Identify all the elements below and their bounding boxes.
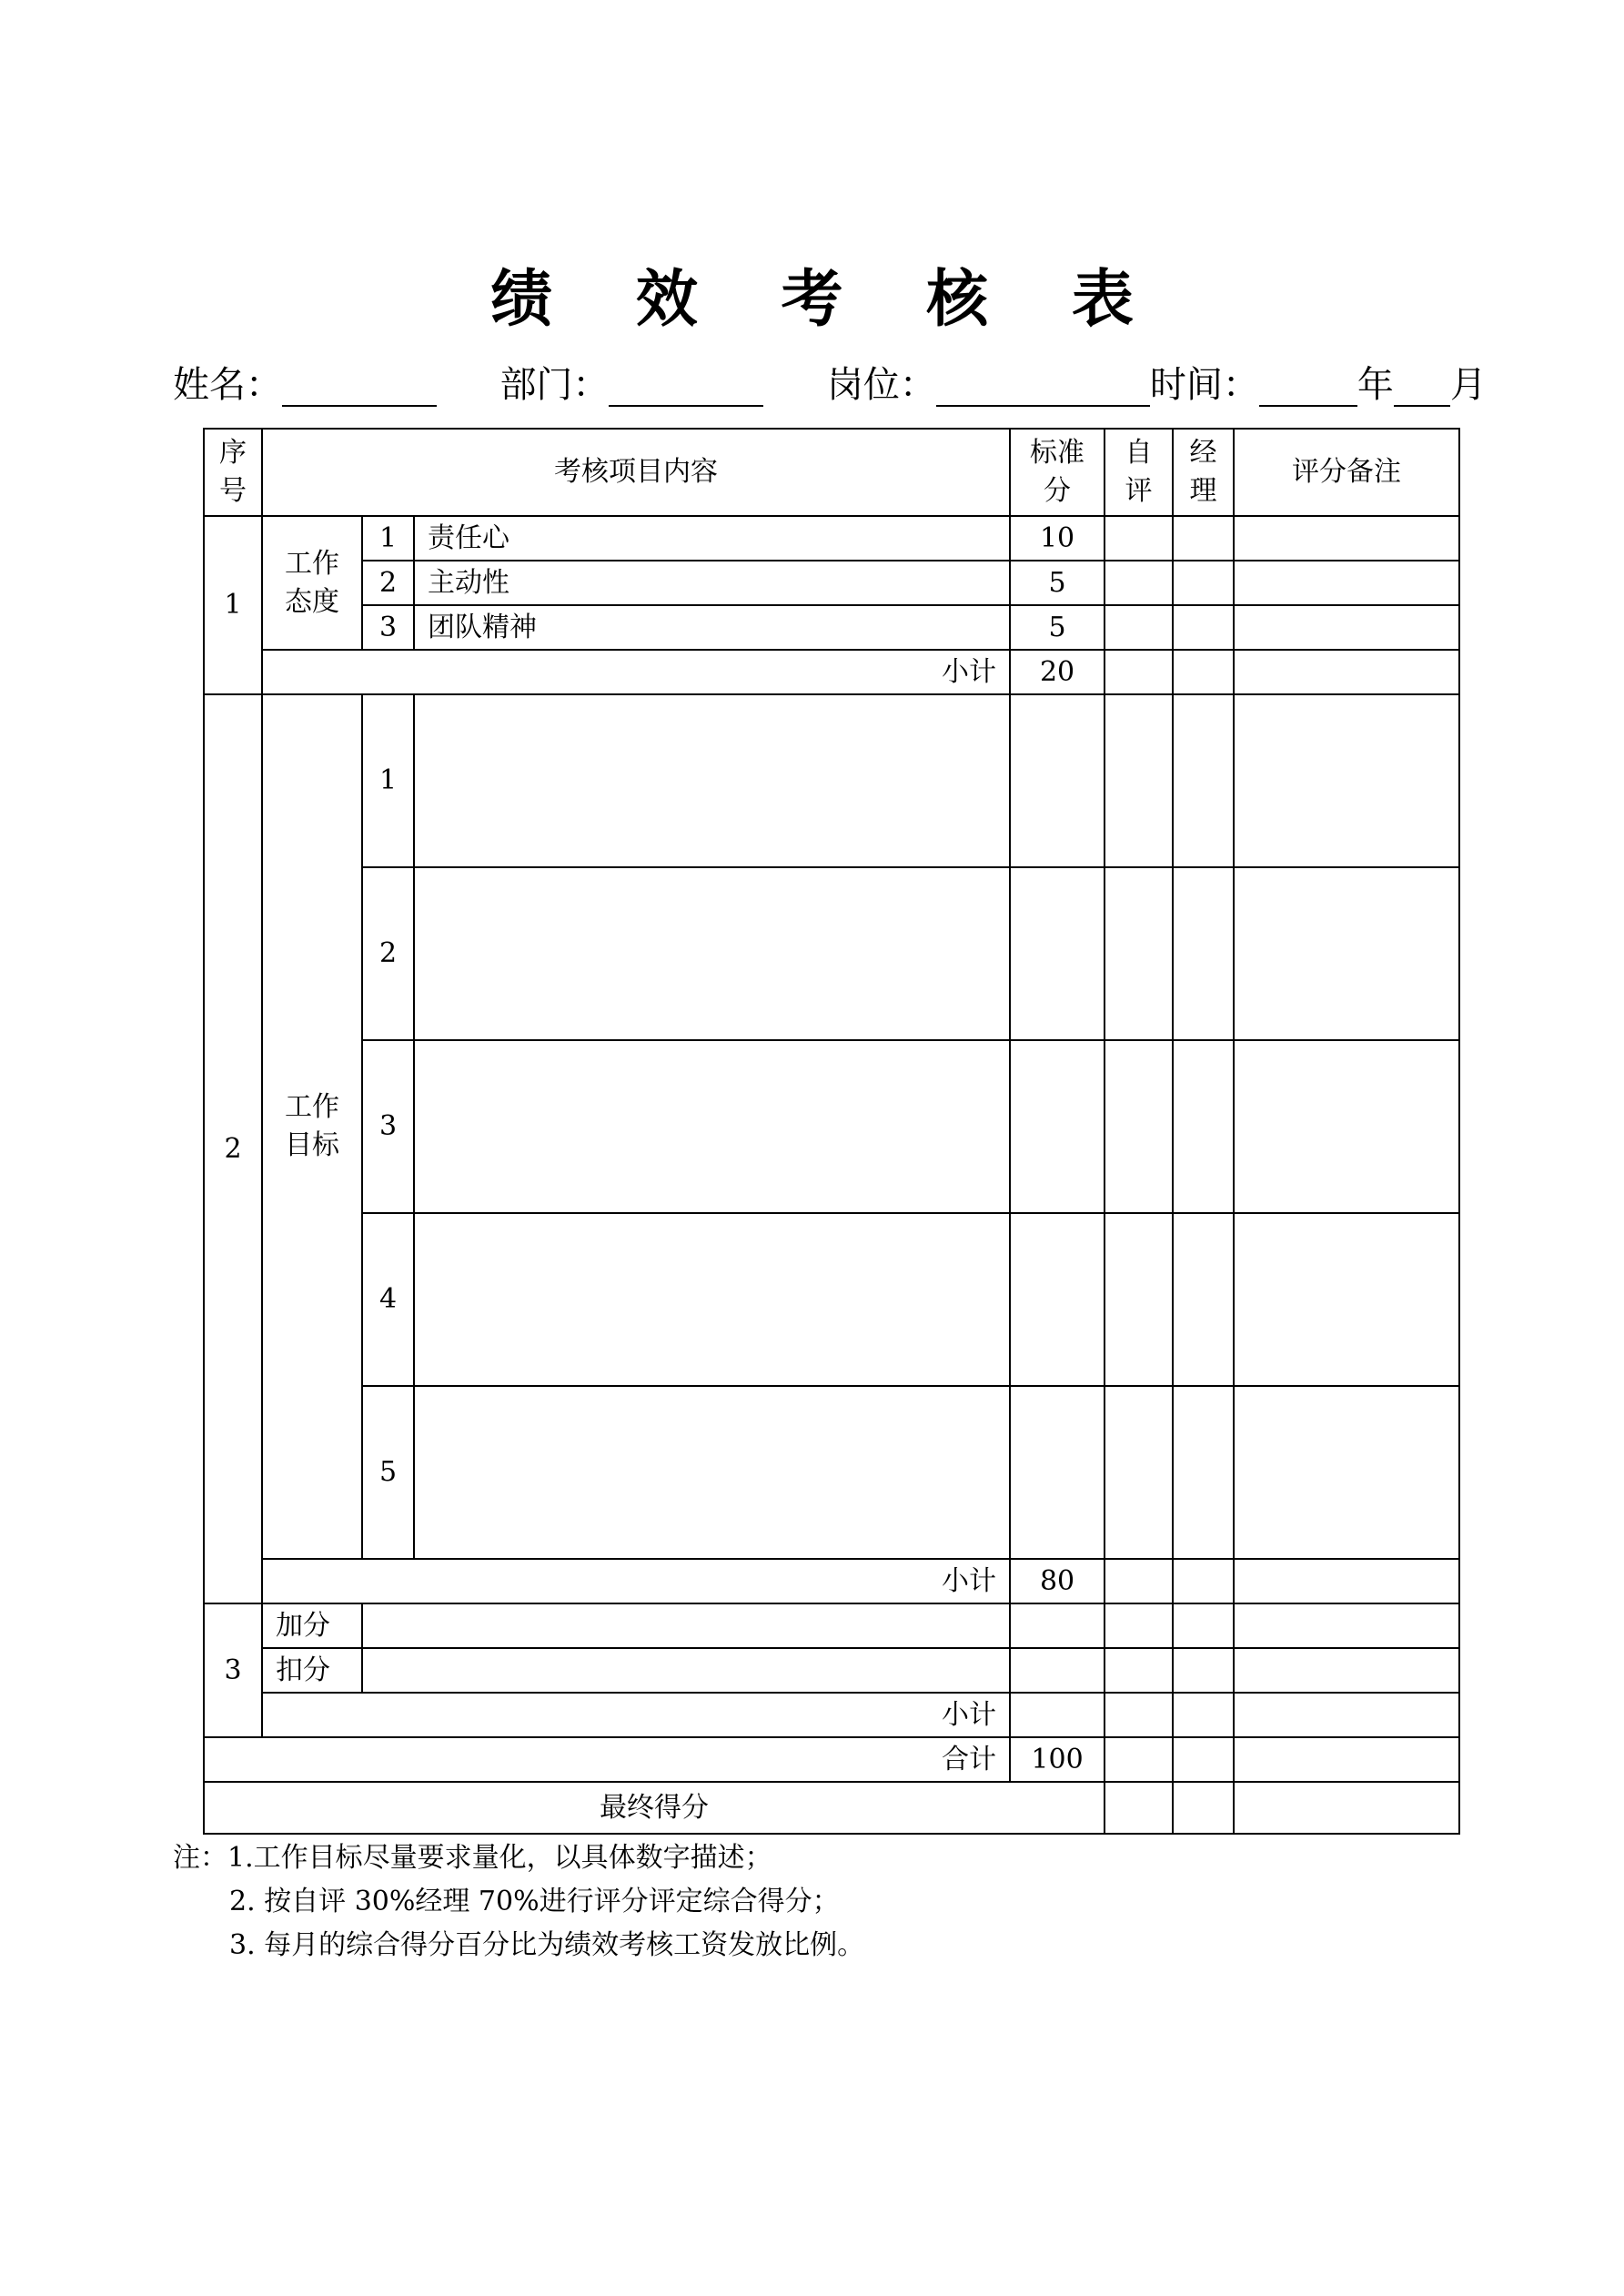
table-row	[204, 561, 1459, 605]
remarks-cell[interactable]	[1234, 1603, 1459, 1648]
item-num: 5	[362, 1386, 414, 1559]
subtotal-score-cell[interactable]	[1010, 1693, 1105, 1737]
standard-score-cell[interactable]	[1010, 1603, 1105, 1648]
position-field[interactable]	[936, 361, 1150, 407]
remarks-cell[interactable]	[1234, 650, 1459, 694]
item-num: 4	[362, 1213, 414, 1386]
self-score-cell[interactable]	[1105, 1648, 1173, 1693]
section3-seq: 3	[204, 1603, 262, 1737]
note-line: 2. 按自评 30%经理 70%进行评分评定综合得分；	[229, 1886, 840, 1917]
subtotal-score: 20	[1010, 650, 1105, 694]
remarks-cell[interactable]	[1234, 867, 1459, 1040]
final-label: 最终得分	[204, 1782, 1105, 1834]
subtotal-row	[204, 1559, 1459, 1603]
remarks-cell[interactable]	[1234, 1213, 1459, 1386]
position-label: 岗位：	[826, 364, 936, 406]
header-manager: 经 理	[1173, 429, 1234, 516]
self-score-cell[interactable]	[1105, 1603, 1173, 1648]
standard-score-cell[interactable]	[1010, 1213, 1105, 1386]
header-remarks: 评分备注	[1234, 429, 1459, 516]
header-content: 考核项目内容	[262, 429, 1010, 516]
note-line: 注：1.工作目标尽量要求量化，以具体数字描述；	[173, 1842, 772, 1874]
table-row	[204, 867, 1459, 1040]
self-score-cell[interactable]	[1105, 1559, 1173, 1603]
item-text: 主动性	[414, 561, 1010, 605]
year-field[interactable]	[1259, 361, 1357, 407]
total-row	[204, 1737, 1459, 1782]
item-num: 3	[362, 605, 414, 650]
subtotal-score: 80	[1010, 1559, 1105, 1603]
remarks-cell[interactable]	[1234, 1648, 1459, 1693]
time-label: 时间：	[1149, 364, 1259, 406]
dept-field[interactable]	[609, 361, 763, 407]
self-score-cell[interactable]	[1105, 1737, 1173, 1782]
remarks-cell[interactable]	[1234, 694, 1459, 867]
item-score: 10	[1010, 516, 1105, 561]
item-score: 5	[1010, 561, 1105, 605]
self-score-cell[interactable]	[1105, 650, 1173, 694]
goal-content-cell[interactable]	[414, 867, 1010, 1040]
manager-score-cell[interactable]	[1173, 516, 1234, 561]
item-score: 5	[1010, 605, 1105, 650]
section1-seq: 1	[204, 516, 262, 694]
standard-score-cell[interactable]	[1010, 1040, 1105, 1213]
manager-score-cell[interactable]	[1173, 1386, 1234, 1559]
name-label: 姓名：	[173, 364, 282, 406]
header-row	[204, 429, 1459, 516]
subtotal-label: 小计	[262, 1559, 1010, 1603]
note-line: 3. 每月的综合得分百分比为绩效考核工资发放比例。	[229, 1929, 865, 1961]
deduct-content-cell[interactable]	[362, 1648, 1010, 1693]
manager-score-cell[interactable]	[1173, 650, 1234, 694]
dept-label: 部门：	[499, 364, 610, 406]
section2-category: 工作 目标	[262, 694, 362, 1559]
notes	[173, 1836, 1447, 1967]
subtotal-row	[204, 650, 1459, 694]
self-score-cell[interactable]	[1105, 867, 1173, 1040]
manager-score-cell[interactable]	[1173, 1737, 1234, 1782]
self-score-cell[interactable]	[1105, 605, 1173, 650]
table-row	[204, 516, 1459, 561]
header-seq: 序 号	[204, 429, 262, 516]
manager-score-cell[interactable]	[1173, 561, 1234, 605]
deduct-label: 扣分	[262, 1648, 362, 1693]
manager-score-cell[interactable]	[1173, 1559, 1234, 1603]
item-num: 3	[362, 1040, 414, 1213]
subtotal-label: 小计	[262, 650, 1010, 694]
evaluation-table	[203, 428, 1460, 1835]
month-field[interactable]	[1394, 361, 1450, 407]
header-self: 自 评	[1105, 429, 1173, 516]
manager-score-cell[interactable]	[1173, 694, 1234, 867]
remarks-cell[interactable]	[1234, 561, 1459, 605]
goal-content-cell[interactable]	[414, 694, 1010, 867]
goal-content-cell[interactable]	[414, 1213, 1010, 1386]
subtotal-label: 小计	[262, 1693, 1010, 1737]
add-content-cell[interactable]	[362, 1603, 1010, 1648]
remarks-cell[interactable]	[1234, 1559, 1459, 1603]
year-label: 年	[1357, 364, 1394, 406]
total-score: 100	[1010, 1737, 1105, 1782]
manager-score-cell[interactable]	[1173, 1782, 1234, 1834]
goal-content-cell[interactable]	[414, 1040, 1010, 1213]
manager-score-cell[interactable]	[1173, 1693, 1234, 1737]
total-label: 合计	[204, 1737, 1010, 1782]
standard-score-cell[interactable]	[1010, 694, 1105, 867]
manager-score-cell[interactable]	[1173, 605, 1234, 650]
item-text: 团队精神	[414, 605, 1010, 650]
self-score-cell[interactable]	[1105, 1693, 1173, 1737]
standard-score-cell[interactable]	[1010, 1648, 1105, 1693]
self-score-cell[interactable]	[1105, 1782, 1173, 1834]
final-row	[204, 1782, 1459, 1834]
remarks-cell[interactable]	[1234, 516, 1459, 561]
info-row	[173, 358, 1487, 412]
subtotal-row	[204, 1693, 1459, 1737]
goal-content-cell[interactable]	[414, 1386, 1010, 1559]
self-score-cell[interactable]	[1105, 516, 1173, 561]
table-row	[204, 1213, 1459, 1386]
name-field[interactable]	[282, 361, 437, 407]
table-row	[204, 694, 1459, 867]
add-label: 加分	[262, 1603, 362, 1648]
self-score-cell[interactable]	[1105, 694, 1173, 867]
remarks-cell[interactable]	[1234, 605, 1459, 650]
table-row	[204, 1603, 1459, 1648]
manager-score-cell[interactable]	[1173, 1213, 1234, 1386]
form-title: 绩 效 考 核 表	[490, 264, 1165, 336]
header-standard: 标准 分	[1010, 429, 1105, 516]
manager-score-cell[interactable]	[1173, 1648, 1234, 1693]
table-row	[204, 1386, 1459, 1559]
item-num: 1	[362, 516, 414, 561]
standard-score-cell[interactable]	[1010, 867, 1105, 1040]
item-num: 2	[362, 561, 414, 605]
item-text: 责任心	[414, 516, 1010, 561]
remarks-cell[interactable]	[1234, 1693, 1459, 1737]
remarks-cell[interactable]	[1234, 1040, 1459, 1213]
remarks-cell[interactable]	[1234, 1782, 1459, 1834]
table-row	[204, 1040, 1459, 1213]
self-score-cell[interactable]	[1105, 561, 1173, 605]
self-score-cell[interactable]	[1105, 1386, 1173, 1559]
manager-score-cell[interactable]	[1173, 1040, 1234, 1213]
standard-score-cell[interactable]	[1010, 1386, 1105, 1559]
manager-score-cell[interactable]	[1173, 1603, 1234, 1648]
section1-category: 工作 态度	[262, 516, 362, 650]
manager-score-cell[interactable]	[1173, 867, 1234, 1040]
month-label: 月	[1449, 364, 1487, 406]
item-num: 2	[362, 867, 414, 1040]
self-score-cell[interactable]	[1105, 1213, 1173, 1386]
remarks-cell[interactable]	[1234, 1386, 1459, 1559]
item-num: 1	[362, 694, 414, 867]
table-row	[204, 1648, 1459, 1693]
remarks-cell[interactable]	[1234, 1737, 1459, 1782]
section2-seq: 2	[204, 694, 262, 1603]
self-score-cell[interactable]	[1105, 1040, 1173, 1213]
table-row	[204, 605, 1459, 650]
